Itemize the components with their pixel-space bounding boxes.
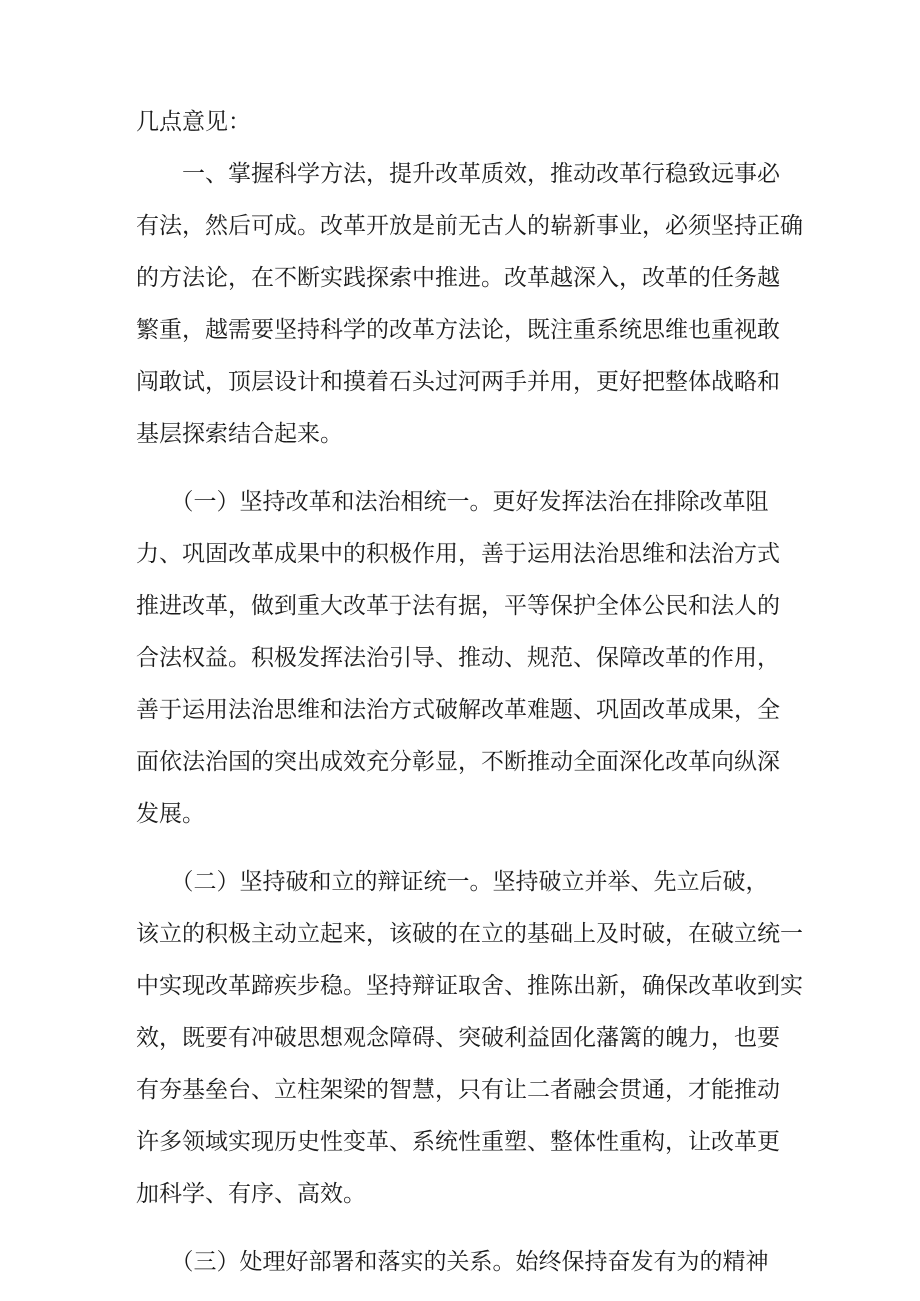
text-line: 推进改革，做到重大改革于法有据，平等保护全体公民和法人的 [136,593,780,619]
text-line: 许多领域实现历史性变革、系统性重塑、整体性重构，让改革更 [136,1129,780,1155]
text-line: 中实现改革蹄疾步稳。坚持辩证取舍、推陈出新，确保改革收到实 [136,973,803,999]
paragraph-gap [136,840,786,856]
text-line: 善于运用法治思维和法治方式破解改革难题、巩固改革成果，全 [136,697,780,723]
text-line: 力、巩固改革成果中的积极作用，善于运用法治思维和法治方式 [136,541,780,567]
document-body [136,96,803,1288]
text-line: 几点意见： [136,109,251,135]
text-line: （三）处理好部署和落实的关系。始终保持奋发有为的精神 [136,1249,769,1275]
text-line: 发展。 [136,801,205,827]
text-line: 基层探索结合起来。 [136,421,343,447]
text-line: （二）坚持破和立的辩证统一。坚持破立并举、先立后破， [136,869,769,895]
text-line: 有夯基垒台、立柱架梁的智慧，只有让二者融会贯通，才能推动 [136,1077,780,1103]
paragraph-gap [136,460,786,476]
text-line: 该立的积极主动立起来，该破的在立的基础上及时破，在破立统一 [136,921,803,947]
text-line: 一、掌握科学方法，提升改革质效，推动改革行稳致远事必 [136,161,780,187]
text-line: 闯敢试，顶层设计和摸着石头过河两手并用，更好把整体战略和 [136,369,780,395]
text-line: 面依法治国的突出成效充分彰显，不断推动全面深化改革向纵深 [136,749,780,775]
text-line: （一）坚持改革和法治相统一。更好发挥法治在排除改革阻 [136,489,769,515]
text-line: 繁重，越需要坚持科学的改革方法论，既注重系统思维也重视敢 [136,317,780,343]
text-line: 的方法论，在不断实践探索中推进。改革越深入，改革的任务越 [136,265,780,291]
text-line: 加科学、有序、高效。 [136,1181,366,1207]
paragraph-gap [136,1220,786,1236]
text-line: 效，既要有冲破思想观念障碍、突破利益固化藩篱的魄力，也要 [136,1025,780,1051]
text-line: 合法权益。积极发挥法治引导、推动、规范、保障改革的作用， [136,645,780,671]
text-line: 有法，然后可成。改革开放是前无古人的崭新事业，必须坚持正确 [136,213,803,239]
